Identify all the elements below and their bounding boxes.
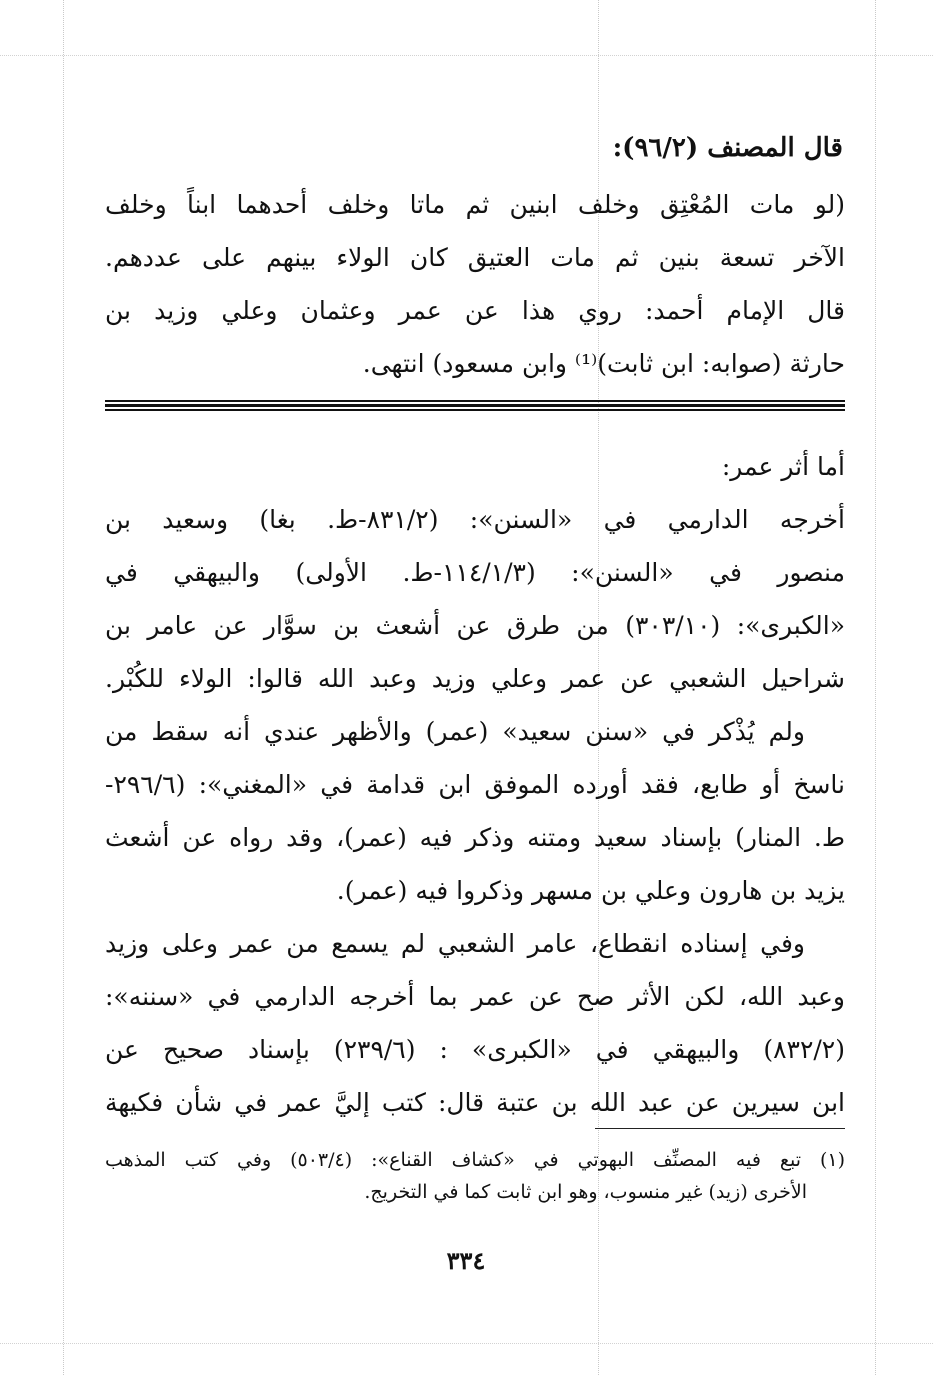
quote-line: قال الإمام أحمد: روي هذا عن عمر وعثمان وعلي وزيد بن [105, 296, 845, 325]
quote-line: الآخر تسعة بنين ثم مات العتيق كان الولاء بينهم على عددهم. [105, 243, 845, 272]
section-separator [105, 400, 845, 412]
body-line: يزيد بن هارون وعلي بن مسهر وذكروا فيه (عمر). [336, 876, 845, 905]
quote-line: (لو مات المُعْتِق وخلف ابنين ثم ماتا وخلف أحدهما ابناً وخلف [105, 190, 845, 219]
footnote-line: (١) تبع فيه المصنِّف البهوتي في «كشاف القناع»: (٥٠٣/٤) وفي كتب المذهب [105, 1149, 845, 1171]
footnote-rule [595, 1128, 845, 1129]
commentary-body [105, 440, 845, 1129]
scan-guide-line [875, 0, 876, 1375]
body-line: ابن سيرين عن عبد الله بن عتبة قال: كتب إليَّ عمر في شأن فكيهة [105, 1088, 845, 1117]
body-line: ناسخ أو طابع، فقد أورده الموفق ابن قدامة في «المغني»: (٢٩٦/٦- [105, 770, 845, 799]
scan-guide-line [0, 1343, 933, 1344]
body-line: منصور في «السنن»: (١١٤/١/٣-ط. الأولى) والبيهقي في [105, 558, 845, 587]
body-line: «الكبرى»: (٣٠٣/١٠) من طرق عن أشعث بن سوَّار عن عامر بن [105, 611, 845, 640]
body-line: أخرجه الدارمي في «السنن»: (٨٣١/٢-ط. بغا) وسعيد بن [105, 505, 845, 534]
body-line: ط. المنار) بإسناد سعيد ومتنه وذكر فيه (عمر)، وقد رواه عن أشعث [105, 823, 845, 852]
footnote-line: الأخرى (زيد) غير منسوب، وهو ابن ثابت كما في التخريج. [364, 1181, 807, 1203]
section-heading: قال المصنف (٩٦/٢): [612, 133, 843, 163]
footnotes [105, 1144, 845, 1208]
scan-guide-line [0, 55, 933, 56]
quote-line: حارثة (صوابه: ابن ثابت)⁽¹⁾ وابن مسعود) انتهى. [362, 349, 845, 378]
author-quote [105, 178, 845, 390]
page-number: ٣٣٤ [446, 1246, 486, 1275]
body-line: ولم يُذْكر في «سنن سعيد» (عمر) والأظهر عندي أنه سقط من [105, 717, 805, 746]
body-line: (٨٣٢/٢) والبيهقي في «الكبرى» : (٢٣٩/٦) بإسناد صحيح عن [105, 1035, 845, 1064]
body-line: وفي إسناده انقطاع، عامر الشعبي لم يسمع من عمر وعلى وزيد [105, 929, 805, 958]
body-line: شراحيل الشعبي عن عمر وعلي وزيد وعبد الله قالوا: الولاء للكُبْر. [105, 664, 845, 693]
scan-guide-line [63, 0, 64, 1375]
body-line: وعبد الله، لكن الأثر صح عن عمر بما أخرجه الدارمي في «سننه»: [105, 982, 845, 1011]
subheading-line: أما أثر عمر: [721, 452, 845, 481]
